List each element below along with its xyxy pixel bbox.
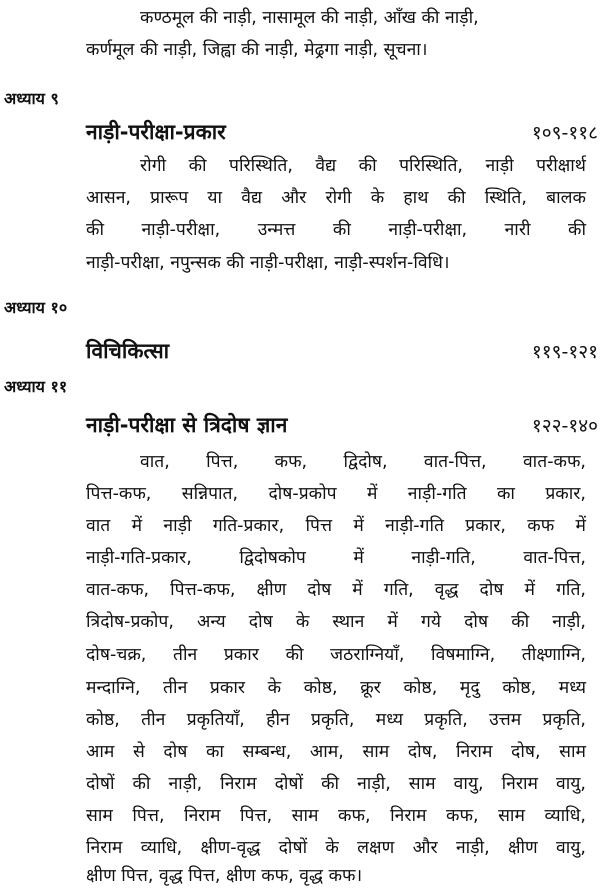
- intro-line-1: कण्ठमूल की नाड़ी, नासामूल की नाड़ी, आँख की नाड़ी,: [140, 8, 479, 28]
- chapter-title-10: विचिकित्सा: [86, 339, 170, 363]
- chapter-11-line-11: दोषों की नाड़ी, निराम दोषों की नाड़ी, साम वायु, निराम वायु,: [86, 774, 586, 794]
- chapter-11-line-13: निराम व्याधि, क्षीण-वृद्ध दोषों के लक्षण और नाड़ी, क्षीण वायु,: [86, 838, 586, 858]
- chapter-11-line-6: त्रिदोष-प्रकोप, अन्य दोष के स्थान में गये दोष की नाड़ी,: [86, 612, 586, 632]
- chapter-11-line-5: वात-कफ, पित्त-कफ, क्षीण दोष में गति, वृद्ध दोष में गति,: [86, 580, 586, 600]
- chapter-pages-11: १२२-१४०: [531, 415, 598, 437]
- chapter-9-line-2: आसन, प्रारूप या वैद्य और रोगी के हाथ की स्थिति, बालक: [86, 188, 586, 208]
- chapter-11-line-8: मन्दाग्नि, तीन प्रकार के कोष्ठ, क्रूर कोष्ठ, मृदु कोष्ठ, मध्य: [86, 678, 586, 698]
- chapter-label-10: अध्याय १०: [4, 298, 68, 317]
- chapter-11-line-10: आम से दोष का सम्बन्ध, आम, साम दोष, निराम दोष, साम: [86, 742, 586, 762]
- chapter-title-11: नाड़ी-परीक्षा से त्रिदोष ज्ञान: [86, 413, 288, 437]
- chapter-11-line-1: वात, पित्त, कफ, द्विदोष, वात-पित्त, वात-कफ,: [140, 452, 586, 472]
- chapter-11-line-12: साम पित्त, निराम पित्त, साम कफ, निराम कफ, साम व्याधि,: [86, 806, 586, 826]
- chapter-11-line-9: कोष्ठ, तीन प्रकृतियाँ, हीन प्रकृति, मध्य प्रकृति, उत्तम प्रकृति,: [86, 710, 586, 730]
- chapter-label-9: अध्याय ९: [4, 89, 59, 108]
- chapter-pages-10: ११९-१२१: [531, 341, 598, 363]
- chapter-11-line-4: नाड़ी-गति-प्रकार, द्विदोषकोप में नाड़ी-गति, वात-पित्त,: [86, 548, 586, 568]
- chapter-label-11: अध्याय ११: [4, 377, 68, 396]
- chapter-title-9: नाड़ी-परीक्षा-प्रकार: [86, 120, 226, 144]
- chapter-11-line-2: पित्त-कफ, सन्निपात, दोष-प्रकोप में नाड़ी-गति का प्रकार,: [86, 484, 586, 504]
- chapter-pages-9: १०९-११८: [531, 122, 598, 144]
- chapter-9-line-3: की नाड़ी-परीक्षा, उन्मत्त की नाड़ी-परीक्षा, नारी की: [86, 220, 586, 240]
- chapter-11-line-14: क्षीण पित्त, वृद्ध पित्त, क्षीण कफ, वृद्ध कफ।: [86, 866, 363, 886]
- chapter-9-line-4: नाड़ी-परीक्षा, नपुन्सक की नाड़ी-परीक्षा, नाड़ी-स्पर्शन-विधि।: [86, 253, 450, 273]
- chapter-9-line-1: रोगी की परिस्थिति, वैद्य की परिस्थिति, नाड़ी परीक्षार्थ: [140, 156, 586, 176]
- chapter-11-line-3: वात में नाड़ी गति-प्रकार, पित्त में नाड़ी-गति प्रकार, कफ में: [86, 516, 586, 536]
- chapter-11-line-7: दोष-चक्र, तीन प्रकार की जठराग्नियाँ, विषमाग्नि, तीक्ष्णाग्नि,: [86, 645, 586, 665]
- intro-line-2: कर्णमूल की नाड़ी, जिह्वा की नाड़ी, मेढ्रगा नाड़ी, सूचना।: [86, 40, 428, 60]
